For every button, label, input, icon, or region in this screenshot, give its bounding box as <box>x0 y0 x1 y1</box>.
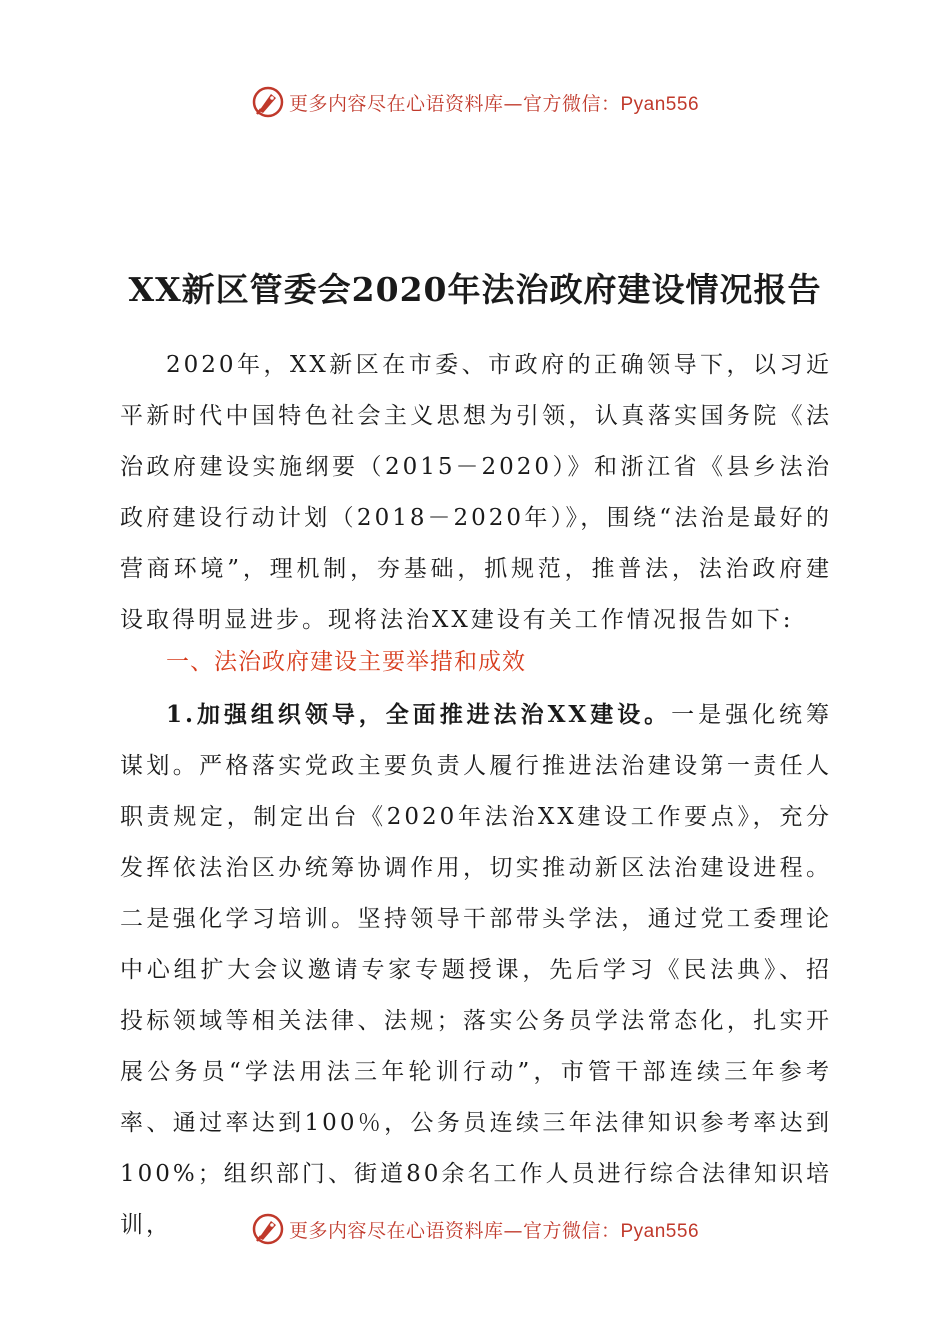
wechat-id: Pyan556 <box>620 93 700 115</box>
pen-nib-circle-icon <box>251 85 285 119</box>
wechat-id: Pyan556 <box>620 1220 700 1242</box>
watermark-text: 更多内容尽在心语资料库—官方微信：Pyan556 <box>288 1219 700 1242</box>
intro-paragraph: 2020年，XX新区在市委、市政府的正确领导下，以习近平新时代中国特色社会主义思想为引领，认真落实国务院《法治政府建设实施纲要（2015－2020）》和浙江省《县乡法治政府建设行动计划（2018－2020年）》，围绕“法治是最好的营商环境”，理机制，夯基础，抓规范，推普法，法治政府建设取得明显进步。现将法治XX建设有关工作情况报告如下: <box>120 352 832 633</box>
pen-nib-circle-icon <box>251 1212 285 1246</box>
watermark-banner-top <box>0 80 950 124</box>
section-heading: 一、法治政府建设主要举措和成效 <box>166 649 526 675</box>
watermark-text: 更多内容尽在心语资料库—官方微信：Pyan556 <box>288 92 700 115</box>
document-title: XX新区管委会2020年法治政府建设情况报告 <box>128 270 822 309</box>
item1-paragraph <box>120 689 832 1251</box>
item1-lead: 1.加强组织领导，全面推进法治XX建设。 <box>166 701 672 728</box>
item1-body: 一是强化统筹谋划。严格落实党政主要负责人履行推进法治建设第一责任人职责规定，制定出台《2020年法治XX建设工作要点》，充分发挥依法治区办统筹协调作用，切实推动新区法治建设进程。二是强化学习培训。坚持领导干部带头学法，通过党工委理论中心组扩大会议邀请专家专题授课，先后学习《民法典》、招投标领域等相关法律、法规；落实公务员学法常态化，扎实开展公务员“学法用法三年轮训行动”，市管干部连续三年参考率、通过率达到100％，公务员连续三年法律知识参考率达到100%；组织部门、街道80余名工作人员进行综合法律知识培训， <box>120 702 833 1238</box>
watermark-banner-bottom <box>0 1207 950 1251</box>
